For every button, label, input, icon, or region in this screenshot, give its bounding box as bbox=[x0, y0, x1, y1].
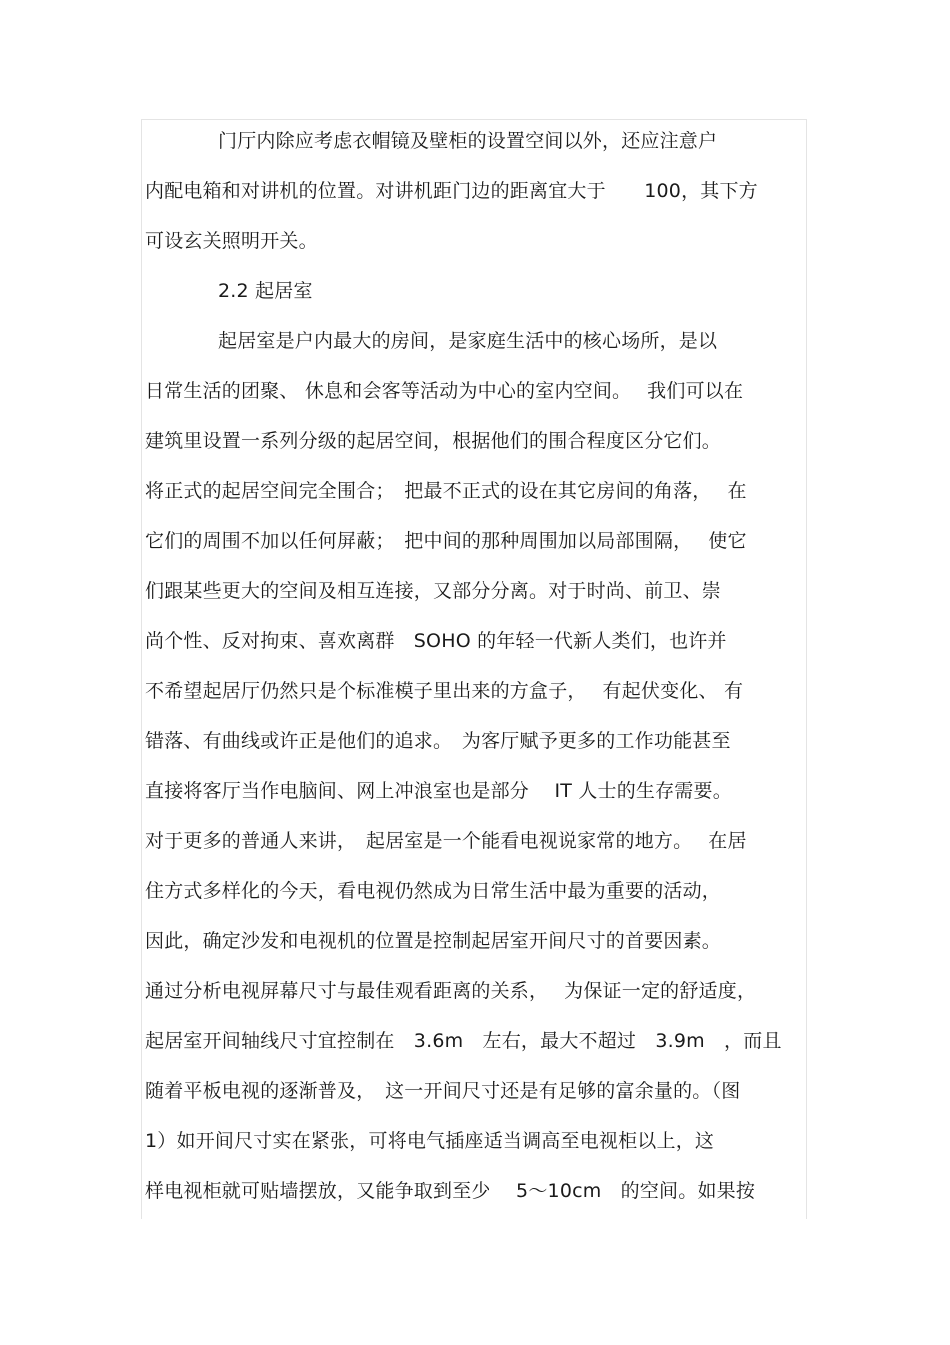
paragraph-line: 日常生活的团聚、 休息和会客等活动为中心的室内空间。 我们可以在 bbox=[145, 380, 744, 402]
paragraph-line: 对于更多的普通人来讲， 起居室是一个能看电视说家常的地方。 在居 bbox=[145, 830, 747, 852]
paragraph-line: 门厅内除应考虑衣帽镜及壁柜的设置空间以外，还应注意户 bbox=[218, 130, 718, 152]
paragraph-line: 错落、有曲线或许正是他们的追求。 为客厅赋予更多的工作功能甚至 bbox=[145, 730, 731, 752]
paragraph-line: 住方式多样化的今天，看电视仍然成为日常生活中最为重要的活动， bbox=[145, 880, 722, 902]
paragraph-line: 内配电箱和对讲机的位置。对讲机距门边的距离宜大于 100，其下方 bbox=[145, 180, 758, 202]
paragraph-line: 们跟某些更大的空间及相互连接，又部分分离。对于时尚、前卫、崇 bbox=[145, 580, 722, 602]
paragraph-line: 起居室是户内最大的房间，是家庭生活中的核心场所，是以 bbox=[218, 330, 718, 352]
paragraph-line: 通过分析电视屏幕尺寸与最佳观看距离的关系， 为保证一定的舒适度， bbox=[145, 980, 757, 1002]
paragraph-line: 随着平板电视的逐渐普及， 这一开间尺寸还是有足够的富余量的。（图 bbox=[145, 1080, 741, 1102]
paragraph-line: 直接将客厅当作电脑间、网上冲浪室也是部分 IT 人士的生存需要。 bbox=[145, 780, 732, 802]
paragraph-line: 可设玄关照明开关。 bbox=[145, 230, 318, 252]
paragraph-line: 因此，确定沙发和电视机的位置是控制起居室开间尺寸的首要因素。 bbox=[145, 930, 722, 952]
paragraph-line: 起居室开间轴线尺寸宜控制在 3.6m 左右，最大不超过 3.9m ，而且 bbox=[145, 1030, 782, 1052]
document-body bbox=[145, 121, 805, 1221]
paragraph-line: 尚个性、反对拘束、喜欢离群 SOHO 的年轻一代新人类们，也许并 bbox=[145, 630, 727, 652]
paragraph-line: 将正式的起居空间完全围合； 把最不正式的设在其它房间的角落， 在 bbox=[145, 480, 747, 502]
paragraph-line: 不希望起居厅仍然只是个标准模子里出来的方盒子， 有起伏变化、 有 bbox=[145, 680, 744, 702]
paragraph-line: 它们的周围不加以任何屏蔽； 把中间的那种周围加以局部围隔， 使它 bbox=[145, 530, 747, 552]
paragraph-line: 建筑里设置一系列分级的起居空间，根据他们的围合程度区分它们。 bbox=[145, 430, 722, 452]
paragraph-line: 1）如开间尺寸实在紧张，可将电气插座适当调高至电视柜以上，这 bbox=[145, 1130, 715, 1152]
paragraph-line: 样电视柜就可贴墙摆放，又能争取到至少 5～10cm 的空间。如果按 bbox=[145, 1180, 756, 1202]
section-heading: 2.2 起居室 bbox=[218, 280, 313, 302]
